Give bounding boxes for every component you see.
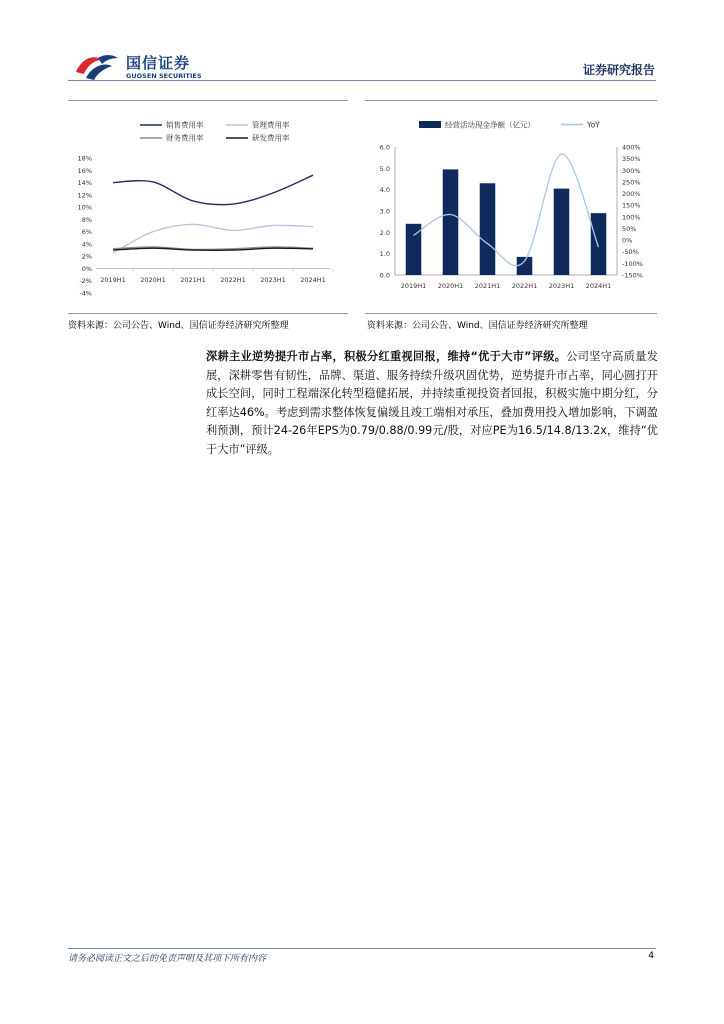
- summary-body: 公司坚守高质量发展，深耕零售有韧性，品牌、渠道、服务持续升级巩固优势，逆势提升市占率，同心圆打开成长空间，同时工程端深化转型稳健拓展，并持续重视投资者回报，积极实施中期分红，分红率达46%。考虑到需求整体恢复偏缓且竣工端相对承压，叠加费用投入增加影响，下调盈利预测，预计24-26年EPS为0.79/0.88/0.99元/股，对应PE为16.5/14.8/13.2x，维持“优于大市”评级。: [206, 350, 658, 456]
- bar: [517, 257, 533, 275]
- bar: [554, 189, 570, 275]
- y-tick-label: 8%: [81, 215, 92, 224]
- y-tick-label: 0.0: [379, 271, 390, 280]
- x-tick-label: 2021H1: [474, 282, 501, 290]
- x-tick-label: 2019H1: [100, 276, 126, 284]
- series-line: [113, 175, 313, 204]
- expense-ratio-line-chart: [68, 101, 348, 313]
- guosen-logo-icon: [72, 50, 122, 84]
- x-tick-label: 2021H1: [180, 276, 206, 284]
- y2-tick-label: 350%: [622, 155, 641, 164]
- bar: [443, 169, 459, 275]
- y2-tick-label: 150%: [622, 201, 641, 210]
- y-tick-label: 12%: [77, 191, 92, 200]
- y-tick-label: -2%: [79, 277, 92, 286]
- bar: [480, 183, 496, 275]
- x-tick-label: 2019H1: [400, 282, 427, 290]
- logo-text: 国信证券: [126, 54, 191, 72]
- y2-tick-label: -50%: [622, 248, 639, 257]
- y-tick-label: 2.0: [379, 228, 390, 237]
- bar: [591, 213, 607, 275]
- y2-tick-label: 100%: [622, 213, 641, 222]
- x-tick-label: 2024H1: [300, 276, 326, 284]
- header-divider: [68, 80, 656, 81]
- page-number: 4: [648, 951, 654, 961]
- report-type-title: 证券研究报告: [582, 63, 655, 77]
- y-tick-label: -4%: [79, 289, 92, 298]
- legend-label: YoY: [587, 120, 600, 130]
- y2-tick-label: 250%: [622, 178, 641, 187]
- y-tick-label: 6%: [81, 228, 92, 237]
- y-tick-label: 16%: [77, 166, 92, 175]
- y-tick-label: 1.0: [379, 250, 390, 259]
- y-tick-label: 18%: [77, 154, 92, 163]
- y-tick-label: 14%: [77, 179, 92, 188]
- x-tick-label: 2022H1: [220, 276, 246, 284]
- legend-label: 经营活动现金净额（亿元）: [445, 120, 535, 130]
- chart-source-note-left: 资料来源：公司公告、Wind、国信证券经济研究所整理: [68, 321, 289, 331]
- y-tick-label: 4%: [81, 240, 92, 249]
- legend-swatch: [419, 121, 441, 128]
- logo-english-text: GUOSEN SECURITIES: [126, 72, 202, 80]
- footer-divider: [68, 948, 656, 949]
- y2-tick-label: 400%: [622, 143, 641, 152]
- legend-label: 研发费用率: [252, 133, 290, 143]
- disclaimer-note: 请务必阅读正文之后的免责声明及其项下所有内容: [68, 954, 267, 964]
- y-tick-label: 10%: [77, 203, 92, 212]
- y2-tick-label: 200%: [622, 190, 641, 199]
- operating-cashflow-bar-chart: [365, 101, 657, 313]
- legend-label: 销售费用率: [166, 120, 204, 130]
- x-tick-label: 2020H1: [140, 276, 166, 284]
- x-tick-label: 2024H1: [585, 282, 612, 290]
- chart-source-note-right: 资料来源：公司公告、Wind、国信证券经济研究所整理: [367, 321, 588, 331]
- expense-ratio-chart-panel: [68, 100, 348, 314]
- y-tick-label: 0%: [81, 264, 92, 273]
- investment-summary-paragraph: [206, 348, 658, 460]
- legend-label: 管理费用率: [252, 120, 290, 130]
- x-tick-label: 2023H1: [260, 276, 286, 284]
- summary-headline: 深耕主业逆势提升市占率，积极分红重视回报，维持“优于大市”评级。: [206, 350, 567, 363]
- yoy-line: [414, 154, 599, 266]
- y2-tick-label: -100%: [622, 259, 643, 268]
- operating-cashflow-chart-panel: [365, 100, 657, 314]
- y-tick-label: 5.0: [379, 164, 390, 173]
- y2-tick-label: 50%: [622, 224, 637, 233]
- y2-tick-label: -150%: [622, 271, 643, 280]
- x-tick-label: 2022H1: [511, 282, 538, 290]
- y-tick-label: 6.0: [379, 143, 390, 152]
- y2-tick-label: 0%: [622, 236, 633, 245]
- x-tick-label: 2023H1: [548, 282, 575, 290]
- legend-label: 财务费用率: [166, 133, 204, 143]
- y-tick-label: 2%: [81, 252, 92, 261]
- y-tick-label: 3.0: [379, 207, 390, 216]
- x-tick-label: 2020H1: [437, 282, 464, 290]
- y2-tick-label: 300%: [622, 166, 641, 175]
- y-tick-label: 4.0: [379, 186, 390, 195]
